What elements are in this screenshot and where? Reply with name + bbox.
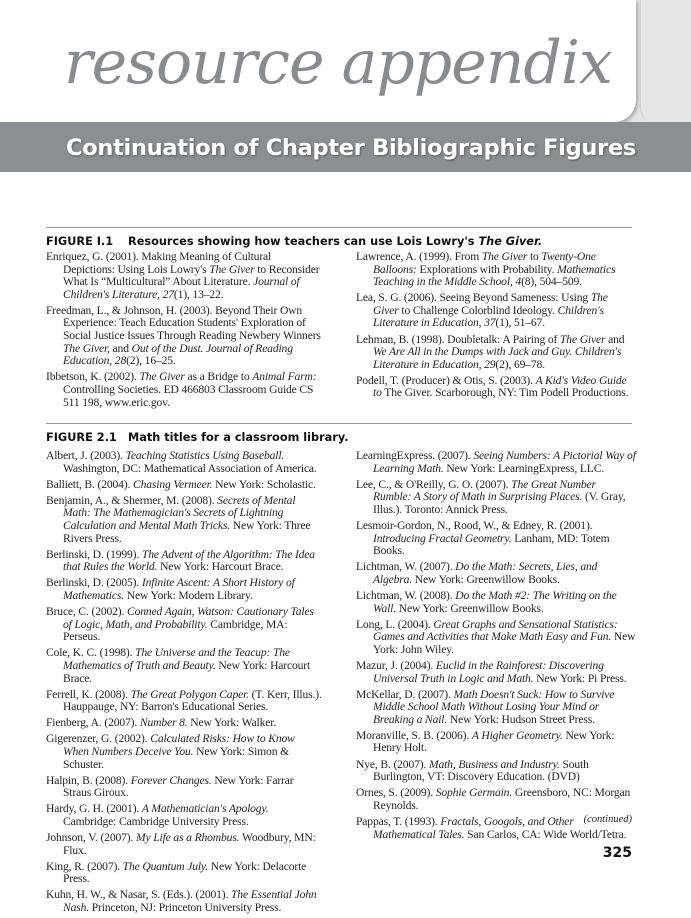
reference-entry: [356, 619, 636, 657]
section-title: Continuation of Chapter Bibliographic Figures: [66, 135, 636, 161]
page-tab: [640, 0, 691, 122]
reference-title: Introducing Fractal Geometry.: [373, 531, 512, 545]
reference-text: Ornes, S. (2009).: [356, 786, 436, 800]
reference-title: A Mathematician's Apology.: [141, 802, 269, 816]
reference-list-left: [46, 251, 322, 413]
reference-title: Math, Business and Industry.: [428, 757, 560, 771]
reference-title: The Great Polygon Caper.: [130, 687, 249, 701]
reference-title: The Giver: [560, 332, 606, 346]
reference-title: Great Graphs and Sensational Statistics: Games and Activities that Make Math Easy and Fun.: [373, 617, 618, 644]
continued-note: (continued): [583, 814, 632, 825]
reference-entry: [356, 251, 636, 289]
reference-title: Number 8.: [139, 716, 188, 730]
reference-text: New York: Greenwillow Books.: [395, 601, 544, 615]
reference-text: New York: Three Rivers Press.: [63, 518, 311, 545]
reference-title: The Advent of the Algorithm: The Idea that Rules the World.: [63, 547, 315, 574]
reference-entry: [46, 479, 322, 492]
reference-entry: [356, 689, 636, 727]
reference-text: Lea, S. G. (2006). Seeing Beyond Sameness: Using: [356, 291, 591, 305]
reference-entry: [46, 889, 322, 914]
reference-entry: [356, 479, 636, 517]
reference-title: Calculated Risks: How to Know When Numbers Deceive You.: [63, 732, 295, 758]
reference-entry: [46, 803, 322, 828]
reference-entry: [46, 371, 322, 409]
reference-entry: [356, 730, 636, 755]
reference-entry: [46, 606, 322, 644]
reference-text: Lawrence, A. (1999). From: [356, 250, 482, 263]
reference-text: (T. Kerr, Illus.). Hauppauge, NY: Barron's Educational Series.: [63, 687, 322, 714]
reference-text: Lichtman, W. (2007).: [356, 560, 456, 574]
reference-text: Mazur, J. (2004).: [356, 658, 436, 672]
reference-entry: [46, 577, 322, 602]
reference-text: New York: Scholastic.: [212, 477, 316, 491]
reference-text: Long, L. (2004).: [356, 617, 434, 631]
reference-title: Forever Changes.: [130, 773, 212, 787]
reference-entry: [46, 861, 322, 886]
reference-entry: [356, 334, 636, 372]
reference-entry: [356, 759, 636, 784]
reference-text: Berlinski, D. (2005).: [46, 576, 142, 590]
reference-title: The Giver: [373, 291, 608, 317]
reference-text: Woodbury, MN: Flux.: [63, 831, 316, 857]
reference-entry: [46, 775, 322, 800]
reference-text: New York: Walker.: [187, 716, 277, 730]
reference-title: Conned Again, Watson: Cautionary Tales of Logic, Math, and Probability.: [63, 605, 314, 631]
reference-text: The Giver. Scarborough, NY: Tim Podell Productions.: [381, 386, 629, 400]
reference-text: New York: John Wiley.: [373, 630, 636, 656]
figure-number: FIGURE I.1: [46, 235, 114, 248]
appendix-title: resource appendix: [64, 28, 612, 98]
reference-entry: [356, 520, 636, 558]
figure-caption: Math titles for a classroom library.: [128, 431, 349, 444]
reference-title: The Universe and the Teacup: The Mathematics of Truth and Beauty.: [63, 646, 290, 672]
reference-title: The Giver: [139, 370, 185, 384]
reference-text: Ibbetson, K. (2002).: [46, 370, 140, 384]
reference-text: Hardy, G. H. (2001).: [46, 802, 142, 816]
figure-caption: [128, 235, 542, 248]
reference-entry: [46, 251, 322, 301]
reference-text: New York: Simon & Schuster.: [63, 744, 289, 771]
reference-entry: [356, 450, 636, 475]
reference-text: Pappas, T. (1993).: [356, 814, 441, 828]
reference-text: Cambridge: Cambridge University Press.: [63, 814, 249, 828]
reference-text: New York: Modern Library.: [124, 588, 253, 602]
reference-title: The Giver: [209, 262, 255, 276]
reference-text: Cambridge, MA: Perseus.: [63, 617, 288, 644]
reference-text: (V. Gray, Illus.). Toronto: Annick Press.: [373, 490, 626, 516]
reference-title: Secrets of Mental Math: The Mathemagician's Secrets of Lightning Calculation and Mental Math Tricks.: [63, 493, 296, 532]
reference-text: New York: Henry Holt.: [373, 728, 615, 755]
page-number: 325: [602, 845, 632, 861]
reference-text: Enriquez, G. (2001). Making Meaning of Cultural Depictions: Using Lois Lowry's: [46, 250, 272, 276]
reference-text: Nye, B. (2007).: [356, 757, 429, 771]
reference-text: Kuhn, H. W., & Nasar, S. (Eds.). (2001).: [46, 888, 231, 902]
figure-heading: [46, 431, 349, 444]
reference-text: King, R. (2007).: [46, 859, 123, 873]
reference-text: New York: Greenwillow Books.: [412, 572, 560, 586]
reference-entry: [46, 647, 322, 685]
reference-text: Johnson, V. (2007).: [46, 831, 136, 845]
reference-text: (8), 504–509.: [521, 275, 582, 289]
reference-text: Lanham, MD: Totem Books.: [373, 531, 610, 558]
reference-text: New York: LearningExpress, LLC.: [443, 461, 605, 475]
reference-title: A Kid's Video Guide to: [373, 373, 627, 400]
reference-text: Gigerenzer, G. (2002).: [46, 732, 151, 746]
reference-text: Moranville, S. B. (2006).: [356, 728, 472, 742]
reference-text: as a Bridge to: [184, 370, 253, 384]
reference-text: Berlinski, D. (1999).: [46, 547, 142, 561]
reference-entry: [46, 549, 322, 574]
reference-title: The Giver: [481, 250, 528, 263]
reference-title: Teaching Statistics Using Baseball.: [125, 449, 285, 462]
reference-text: Princeton, NJ: Princeton University Press.: [89, 901, 282, 914]
reference-entry: [46, 689, 322, 714]
reference-text: to Reconsider What Is “Multicultural” About Literature.: [63, 262, 320, 289]
reference-title: Children's Literature in Education, 37: [373, 303, 604, 330]
reference-title: Twenty-One Balloons:: [373, 250, 596, 276]
reference-text: New York: Delacorte Press.: [63, 859, 307, 886]
reference-text: (1), 51–67.: [495, 316, 545, 330]
reference-entry: [46, 733, 322, 771]
reference-text: New York: Harcourt Brace.: [63, 658, 311, 685]
reference-text: LearningExpress. (2007).: [356, 449, 474, 462]
reference-title: My Life as a Rhombus.: [135, 831, 240, 845]
reference-text: Bruce, C. (2002).: [46, 605, 128, 619]
reference-list-right: [356, 251, 636, 404]
reference-entry: [46, 717, 322, 730]
reference-title: Journal of Children's Literature, 27: [63, 275, 300, 301]
reference-text: Ferrell, K. (2008).: [46, 687, 131, 701]
reference-entry: [356, 561, 636, 586]
reference-entry: [356, 787, 636, 812]
reference-title: Out of the Dust. Journal of Reading Education, 28: [63, 341, 293, 368]
reference-text: Explorations with Probability.: [416, 262, 558, 276]
reference-title: Fractals, Googols, and Other Mathematical Tales.: [373, 814, 574, 841]
reference-entry: [356, 660, 636, 685]
reference-title: Sophie Germain.: [435, 786, 513, 800]
reference-title: The Quantum July.: [122, 859, 209, 873]
reference-entry: [46, 495, 322, 545]
reference-text: Cole, K. C. (1998).: [46, 646, 136, 660]
reference-title: Math Doesn't Suck: How to Survive Middle School Math Without Losing Your Mind or Breaking a Nail.: [373, 687, 615, 726]
reference-title: Chasing Vermeer.: [133, 477, 213, 491]
figure-number: FIGURE 2.1: [46, 431, 117, 444]
caption-text: Resources showing how teachers can use Lois Lowry's: [128, 235, 479, 248]
reference-title: Seeing Numbers: A Pictorial Way of Learning Math.: [373, 449, 636, 475]
reference-title: Do the Math: Secrets, Lies, and Algebra.: [373, 560, 598, 586]
reference-text: Podell, T. (Producer) & Otis, S. (2003).: [356, 373, 536, 387]
reference-title: A Higher Geometry.: [471, 728, 563, 742]
reference-text: Halpin, B. (2008).: [46, 773, 131, 787]
reference-text: San Carlos, CA: Wide World/Tetra.: [464, 827, 627, 841]
reference-text: Benjamin, A., & Shermer, M. (2008).: [46, 493, 218, 507]
divider: [46, 423, 632, 424]
reference-text: to Challenge Colorblind Ideology.: [398, 303, 558, 317]
reference-text: and: [109, 341, 132, 355]
reference-text: Lichtman, W. (2008).: [356, 588, 456, 602]
reference-text: Lehman, B. (1998). Doubletalk: A Pairing of: [356, 332, 560, 346]
reference-text: Lee, C., & O'Reilly, G. O. (2007).: [356, 477, 512, 491]
reference-entry: [46, 450, 322, 475]
reference-text: (2), 16–25.: [126, 354, 176, 368]
reference-text: Fienberg, A. (2007).: [46, 716, 140, 730]
reference-entry: [356, 590, 636, 615]
caption-title: The Giver.: [478, 235, 543, 248]
reference-text: Greensboro, NC: Morgan Reynolds.: [373, 786, 631, 812]
reference-text: New York: Pi Press.: [533, 671, 627, 685]
reference-title: The Giver,: [63, 341, 110, 355]
reference-list-left: [46, 450, 322, 918]
reference-text: Washington, DC: Mathematical Association of America.: [63, 461, 317, 475]
reference-title: Euclid in the Rainforest: Discovering Universal Truth in Logic and Math.: [373, 658, 604, 685]
reference-text: and: [605, 332, 625, 346]
divider: [46, 227, 632, 228]
reference-text: New York: Harcourt Brace.: [157, 560, 284, 574]
reference-text: (1), 13–22.: [173, 287, 224, 301]
reference-text: Lesmoir-Gordon, N., Rood, W., & Edney, R. (2001).: [356, 518, 593, 532]
reference-title: Infinite Ascent: A Short History of Mathematics.: [63, 576, 295, 602]
reference-text: McKellar, D. (2007).: [356, 687, 454, 701]
reference-text: to: [527, 250, 542, 263]
reference-title: Do the Math #2: The Writing on the Wall.: [373, 588, 617, 615]
reference-text: Freedman, L., & Johnson, H. (2003). Beyond Their Own Experience: Teach Education Students' Exploration of Social Justice Issues Through Reading Newbery Winners: [46, 303, 321, 343]
reference-title: The Great Number Rumble: A Story of Math in Surprising Places.: [373, 477, 596, 504]
figure-heading: [46, 235, 542, 248]
reference-entry: [356, 375, 636, 400]
reference-text: South Burlington, VT: Discovery Education. (DVD): [373, 757, 589, 784]
reference-entry: [356, 292, 636, 330]
reference-entry: [46, 832, 322, 857]
reference-text: (2), 69–78.: [495, 357, 545, 371]
reference-text: New York: Farrar Straus Giroux.: [63, 773, 294, 800]
reference-title: Animal Farm:: [252, 370, 317, 384]
reference-title: We Are All in the Dumps with Jack and Guy. Children's Literature in Education, 29: [373, 345, 622, 371]
reference-list-right: [356, 450, 636, 845]
reference-text: Controlling Societies. ED 466803 Classroom Guide CS 511 198, www.eric.gov.: [63, 382, 314, 409]
reference-title: The Essential John Nash.: [63, 888, 317, 914]
reference-entry: [46, 305, 322, 368]
reference-text: Albert, J. (2003).: [46, 449, 126, 462]
reference-text: New York: Hudson Street Press.: [447, 712, 595, 726]
reference-text: Balliett, B. (2004).: [46, 477, 134, 491]
reference-title: Mathematics Teaching in the Middle School, 4: [373, 262, 616, 289]
